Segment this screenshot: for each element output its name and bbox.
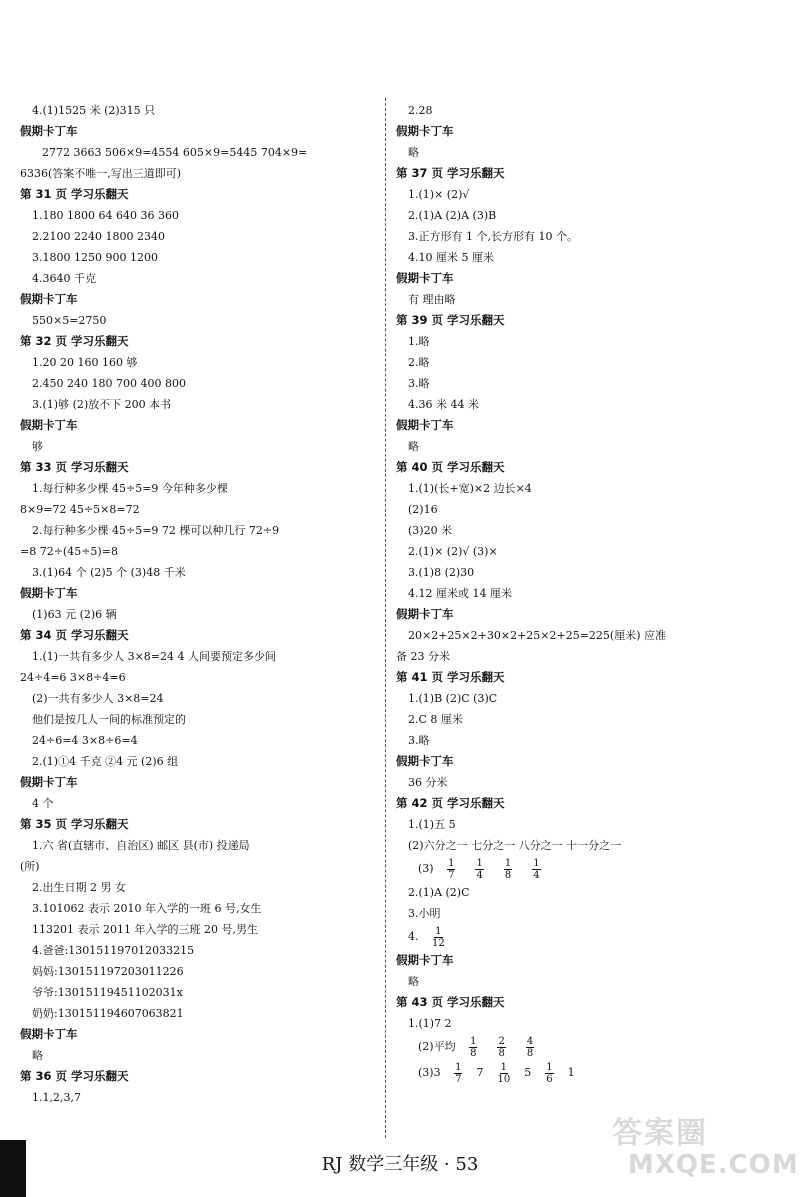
section-heading: 第 36 页 学习乐翻天 [20, 1069, 129, 1083]
answer-line: 有 理由略 [408, 293, 456, 306]
answer-line: 3.小明 [408, 907, 441, 920]
section-heading: 假期卡丁车 [20, 1027, 78, 1041]
answer-line: (2)16 [408, 503, 438, 516]
section-heading: 第 32 页 学习乐翻天 [20, 334, 129, 348]
answer-line: 3.101062 表示 2010 年入学的一班 6 号,女生 [32, 902, 262, 915]
answer-line: 1.略 [408, 335, 430, 348]
answer-line: 3.略 [408, 377, 430, 390]
answer-line: 2.(1)A (2)C [408, 886, 470, 899]
fraction-row-p42-3 [396, 856, 786, 882]
answer-line: (2)六分之一 七分之一 八分之一 十一分之一 [408, 839, 622, 852]
fraction-row-label: (3)3 [418, 1066, 441, 1079]
fraction-row-p43-3 [396, 1060, 786, 1086]
denominator: 8 [504, 869, 512, 881]
q4-label: 4. [408, 930, 419, 943]
fraction [475, 858, 483, 881]
denominator: 12 [432, 937, 445, 949]
answer-line: 4.(1)1525 米 (2)315 只 [32, 104, 156, 117]
answer-line: 2.C 8 厘米 [408, 713, 463, 726]
section-heading: 第 35 页 学习乐翻天 [20, 817, 129, 831]
section-heading: 第 40 页 学习乐翻天 [396, 460, 505, 474]
section-heading: 第 41 页 学习乐翻天 [396, 670, 505, 684]
answer-line: 1.180 1800 64 640 36 360 [32, 209, 179, 222]
answer-number: 5 [524, 1066, 532, 1079]
numerator: 1 [546, 1061, 553, 1073]
right-column [396, 100, 786, 1086]
right-section-c [396, 950, 786, 1034]
fraction [497, 1062, 510, 1085]
answer-line: 4.3640 千克 [32, 272, 96, 285]
answer-line: 3.(1)64 个 (2)5 个 (3)48 千米 [32, 566, 186, 579]
section-heading: 假期卡丁车 [396, 953, 454, 967]
answer-line: 4.10 厘米 5 厘米 [408, 251, 494, 264]
fraction-group [459, 1035, 544, 1059]
fraction [532, 858, 540, 881]
answer-line: 1.(1)7 2 [408, 1017, 452, 1030]
section-heading: 假期卡丁车 [20, 418, 78, 432]
denominator: 8 [498, 1047, 505, 1059]
column-divider [385, 98, 386, 1138]
answer-line: 奶奶:130151194607063821 [32, 1007, 184, 1020]
numerator: 2 [498, 1035, 505, 1047]
answer-line: 1.(1)B (2)C (3)C [408, 692, 498, 705]
answer-line: 8×9=72 45÷5×8=72 [20, 503, 140, 516]
denominator: 4 [476, 869, 483, 881]
fraction-row-label: (3) [418, 862, 434, 875]
answer-line: (3)20 米 [408, 524, 453, 537]
numerator: 1 [504, 857, 512, 869]
answer-line: 略 [32, 1049, 43, 1062]
answer-line: 略 [408, 440, 419, 453]
section-heading: 假期卡丁车 [396, 418, 454, 432]
answer-line: 4 个 [32, 797, 54, 810]
denominator: 8 [526, 1047, 534, 1059]
fraction-row-label: (2)平均 [418, 1040, 456, 1053]
left-column [20, 100, 375, 1108]
numerator: 1 [448, 857, 455, 869]
section-heading: 假期卡丁车 [396, 754, 454, 768]
answer-line: 550×5=2750 [32, 314, 107, 327]
answer-line: 3.正方形有 1 个,长方形有 10 个。 [408, 230, 578, 243]
denominator: 7 [455, 1073, 462, 1085]
answer-line: 4.36 米 44 米 [408, 398, 479, 411]
section-heading: 假期卡丁车 [20, 586, 78, 600]
fraction [454, 1062, 462, 1085]
watermark-url: MXQE.COM [628, 1150, 799, 1180]
answer-line: 略 [408, 975, 419, 988]
numerator: 1 [435, 925, 442, 937]
fraction [497, 1036, 505, 1059]
right-section-b [396, 882, 786, 924]
fraction [526, 1036, 534, 1059]
section-heading: 第 42 页 学习乐翻天 [396, 796, 505, 810]
answer-line: 1.(1)五 5 [408, 818, 456, 831]
answer-line: 2.每行种多少棵 45÷5=9 72 棵可以种几行 72÷9 [32, 524, 280, 537]
answer-line: 3.(1)够 (2)放不下 200 本书 [32, 398, 172, 411]
numerator: 1 [455, 1061, 462, 1073]
answer-line: 1.1,2,3,7 [32, 1091, 81, 1104]
numerator: 1 [470, 1035, 477, 1047]
answer-line: 36 分米 [408, 776, 448, 789]
answer-line: 4.12 厘米或 14 厘米 [408, 587, 512, 600]
numerator: 4 [526, 1035, 534, 1047]
numerator: 1 [533, 857, 540, 869]
scan-edge-mark [0, 1140, 26, 1197]
answer-line: (1)63 元 (2)6 辆 [32, 608, 117, 621]
answer-line: 1.每行种多少棵 45÷5=9 今年种多少棵 [32, 482, 228, 495]
fraction [432, 926, 445, 949]
section-heading: 假期卡丁车 [396, 607, 454, 621]
fraction [469, 1036, 477, 1059]
answer-line: 20×2+25×2+30×2+25×2+25=225(厘米) 应准 [408, 629, 667, 642]
answer-line: 2.出生日期 2 男 女 [32, 881, 126, 894]
denominator: 10 [497, 1073, 511, 1085]
answer-line: 3.略 [408, 734, 430, 747]
answer-line: 妈妈:130151197203011226 [32, 965, 184, 978]
answer-line: (所) [20, 860, 40, 873]
answer-line: 2.(1)A (2)A (3)B [408, 209, 497, 222]
answer-line: 2.2100 2240 1800 2340 [32, 230, 165, 243]
answer-line: (2)一共有多少人 3×8=24 [32, 692, 164, 705]
answer-line: 2.(1)①4 千克 ②4 元 (2)6 组 [32, 755, 179, 768]
section-heading: 假期卡丁车 [396, 124, 454, 138]
denominator: 4 [533, 869, 540, 881]
answer-line: 1.六 省(直辖市、自治区) 邮区 县(市) 投递局 [32, 839, 250, 852]
answer-line: 2.略 [408, 356, 430, 369]
fraction-row-p42-q4 [396, 924, 786, 950]
answer-line: 3.(1)8 (2)30 [408, 566, 475, 579]
page-footer: RJ 数学三年级 · 53 [321, 1154, 479, 1175]
answer-line: 2.28 [408, 104, 433, 117]
answer-number: 7 [476, 1066, 484, 1079]
section-heading: 第 39 页 学习乐翻天 [396, 313, 505, 327]
numerator: 1 [476, 857, 483, 869]
answer-line: 1.(1)(长+宽)×2 边长×4 [408, 482, 532, 495]
fraction-group [444, 1061, 578, 1085]
answer-line: =8 72÷(45÷5)=8 [20, 545, 118, 558]
answer-line: 1.20 20 160 160 够 [32, 356, 138, 369]
answer-line: 2772 3663 506×9=4554 605×9=5445 704×9= [42, 146, 308, 159]
answer-line: 1.(1)× (2)√ [408, 188, 470, 201]
answer-number: 1 [567, 1066, 575, 1079]
section-heading: 假期卡丁车 [20, 292, 78, 306]
fraction-group [437, 857, 551, 881]
numerator: 1 [500, 1061, 508, 1073]
answer-line: 他们是按几人一间的标准预定的 [32, 713, 186, 726]
section-heading: 第 43 页 学习乐翻天 [396, 995, 505, 1009]
answer-line: 6336(答案不唯一,写出三道即可) [20, 167, 182, 180]
answer-line: 113201 表示 2011 年入学的三班 20 号,男生 [32, 923, 258, 936]
fraction [504, 858, 512, 881]
section-heading: 第 34 页 学习乐翻天 [20, 628, 129, 642]
right-section-a [396, 100, 786, 856]
answer-line: 2.450 240 180 700 400 800 [32, 377, 186, 390]
answer-line: 1.(1)一共有多少人 3×8=24 4 人间要预定多少间 [32, 650, 276, 663]
section-heading: 假期卡丁车 [20, 775, 78, 789]
section-heading: 第 37 页 学习乐翻天 [396, 166, 505, 180]
section-heading: 假期卡丁车 [20, 124, 78, 138]
answer-line: 4.爸爸:130151197012033215 [32, 944, 195, 957]
section-heading: 假期卡丁车 [396, 271, 454, 285]
section-heading: 第 33 页 学习乐翻天 [20, 460, 129, 474]
denominator: 7 [448, 869, 455, 881]
answer-line: 备 23 分米 [396, 650, 450, 663]
answer-line: 2.(1)× (2)√ (3)× [408, 545, 498, 558]
fraction-row-p43-2 [396, 1034, 786, 1060]
answer-line: 够 [32, 440, 43, 453]
watermark-logo: 答案圈 [612, 1116, 708, 1151]
answer-line: 3.1800 1250 900 1200 [32, 251, 158, 264]
section-heading: 第 31 页 学习乐翻天 [20, 187, 129, 201]
fraction [545, 1062, 553, 1085]
fraction [447, 858, 455, 881]
denominator: 8 [470, 1047, 477, 1059]
answer-line: 略 [408, 146, 419, 159]
denominator: 6 [546, 1073, 553, 1085]
answer-line: 爷爷:13015119451102031x [32, 986, 183, 999]
answer-line: 24÷4=6 3×8÷4=6 [20, 671, 126, 684]
answer-line: 24÷6=4 3×8÷6=4 [32, 734, 138, 747]
